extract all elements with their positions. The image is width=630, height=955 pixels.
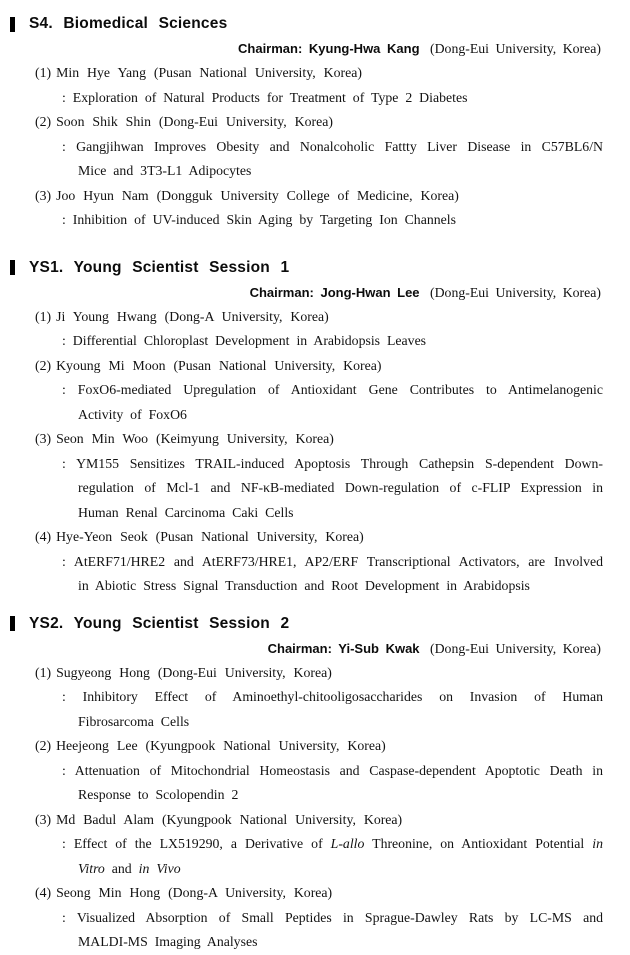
speaker-line [0, 881, 630, 906]
item-number: (1) [35, 65, 52, 80]
chairman-affiliation-text: (Dong-Eui University, Korea) [429, 41, 601, 56]
section-marker-bar-icon [10, 616, 15, 631]
speaker-name: Md Badul Alam (Kyungpook National University, Korea) [56, 811, 403, 827]
chairman-affiliation [424, 41, 601, 56]
presentation-item [0, 661, 630, 735]
speaker-line [0, 354, 630, 379]
presentation-title: : Differential Chloroplast Development in Arabidopsis Leaves [62, 333, 427, 348]
title-segment: Threonine, on Antioxidant Potential [364, 836, 593, 851]
presentation-item [0, 184, 630, 233]
item-number: (1) [35, 664, 52, 680]
presentation-title: : FoxO6-mediated Upregulation of Antioxidant Gene Contributes to Antimelanogenic Activity of FoxO6 [62, 382, 603, 422]
item-number: (1) [35, 308, 52, 324]
item-number: (3) [35, 187, 52, 203]
speaker-line [0, 61, 630, 86]
item-number: (4) [35, 529, 52, 544]
chairman-affiliation-text: (Dong-Eui University, Korea) [429, 640, 601, 656]
chairman-affiliation [424, 285, 601, 300]
presentation-item [0, 110, 630, 184]
presentation-item [0, 881, 630, 955]
session-title: YS2. Young Scientist Session 2 [29, 614, 290, 632]
section-marker-bar-icon [10, 17, 15, 32]
speaker-line [0, 110, 630, 135]
presentation-item [0, 305, 630, 354]
presentation-item [0, 525, 630, 599]
speaker-name: Sugyeong Hong (Dong-Eui University, Korea) [56, 664, 332, 680]
session-header [10, 258, 630, 278]
presentation-title: : Inhibition of UV-induced Skin Aging by Targeting Ion Channels [62, 212, 456, 227]
presentation-title: : Visualized Absorption of Small Peptides in Sprague-Dawley Rats by LC-MS and MALDI-MS Imaging Analyses [62, 909, 603, 949]
speaker-line [0, 734, 630, 759]
speaker-name: Joo Hyun Nam (Dongguk University College of Medicine, Korea) [56, 187, 459, 203]
chairman-line [0, 40, 630, 58]
chairman-affiliation-text: (Dong-Eui University, Korea) [429, 284, 601, 300]
chairman-name: Chairman: Yi-Sub Kwak [267, 640, 420, 656]
speaker-name: Seon Min Woo (Keimyung University, Korea) [56, 431, 334, 446]
speaker-name: Heejeong Lee (Kyungpook National University, Korea) [56, 738, 386, 753]
presentation-list [0, 661, 630, 955]
speaker-name: Hye-Yeon Seok (Pusan National University, Korea) [56, 529, 364, 544]
presentation-item [0, 808, 630, 882]
session-section-ys1 [0, 258, 630, 599]
presentation-title: : Exploration of Natural Products for Treatment of Type 2 Diabetes [62, 89, 468, 105]
title-segment: and [104, 860, 139, 876]
speaker-line [0, 525, 630, 550]
presentation-title: : YM155 Sensitizes TRAIL-induced Apoptosis Through Cathepsin S-dependent Down-regulation of Mcl-1 and NF-κB-mediated Down-regulation of c-FLIP Expression in Human Renal Carcinoma Caki Cells [62, 455, 603, 520]
speaker-line [0, 427, 630, 452]
item-number: (3) [35, 811, 52, 827]
presentation-title: : Inhibitory Effect of Aminoethyl-chitooligosaccharides on Invasion of Human Fibrosarcoma Cells [62, 689, 603, 729]
presentation-list [0, 305, 630, 599]
session-title: S4. Biomedical Sciences [29, 15, 228, 32]
chairman-name: Chairman: Jong-Hwan Lee [249, 284, 420, 300]
title-italic-segment: L-allo [330, 836, 365, 851]
item-number: (2) [35, 738, 52, 753]
presentation-title: : AtERF71/HRE2 and AtERF73/HRE1, AP2/ERF Transcriptional Activators, are Involved in Abiotic Stress Signal Transduction and Root Development in Arabidopsis [62, 553, 603, 593]
speaker-name: Min Hye Yang (Pusan National University, Korea) [56, 65, 362, 80]
speaker-name: Soon Shik Shin (Dong-Eui University, Korea) [56, 114, 333, 129]
presentation-title: : Gangjihwan Improves Obesity and Nonalcoholic Fattty Liver Disease in C57BL6/N Mice and 3T3-L1 Adipocytes [62, 138, 603, 178]
title-italic-segment: in Vivo [138, 860, 181, 876]
presentation-item [0, 354, 630, 428]
item-number: (2) [35, 357, 52, 373]
session-section-ys2 [0, 614, 630, 955]
session-section-s4 [0, 14, 630, 233]
chairman-affiliation [424, 641, 601, 656]
session-title: YS1. Young Scientist Session 1 [29, 258, 290, 276]
speaker-name: Ji Young Hwang (Dong-A University, Korea) [56, 308, 329, 324]
presentation-item [0, 61, 630, 110]
presentation-item [0, 427, 630, 525]
chairman-line [0, 640, 630, 658]
title-segment: : Effect of the LX519290, a Derivative of [62, 836, 331, 851]
speaker-name: Kyoung Mi Moon (Pusan National University, Korea) [56, 357, 382, 373]
item-number: (3) [35, 431, 52, 446]
presentation-item [0, 734, 630, 808]
presentation-title: : Attenuation of Mitochondrial Homeostasis and Caspase-dependent Apoptotic Death in Response to Scolopendin 2 [62, 762, 603, 802]
speaker-line [0, 305, 630, 330]
speaker-line [0, 661, 630, 686]
speaker-name: Seong Min Hong (Dong-A University, Korea) [56, 885, 333, 900]
chairman-name: Chairman: Kyung-Hwa Kang [238, 41, 420, 56]
presentation-list [0, 61, 630, 233]
section-marker-bar-icon [10, 260, 15, 275]
session-header [10, 14, 630, 34]
speaker-line [0, 808, 630, 833]
presentation-title [0, 832, 603, 881]
item-number: (4) [35, 885, 52, 900]
session-header [10, 614, 630, 634]
item-number: (2) [35, 114, 52, 129]
chairman-line [0, 284, 630, 302]
speaker-line [0, 184, 630, 209]
title-italic-segment: in Vitro [78, 836, 603, 876]
